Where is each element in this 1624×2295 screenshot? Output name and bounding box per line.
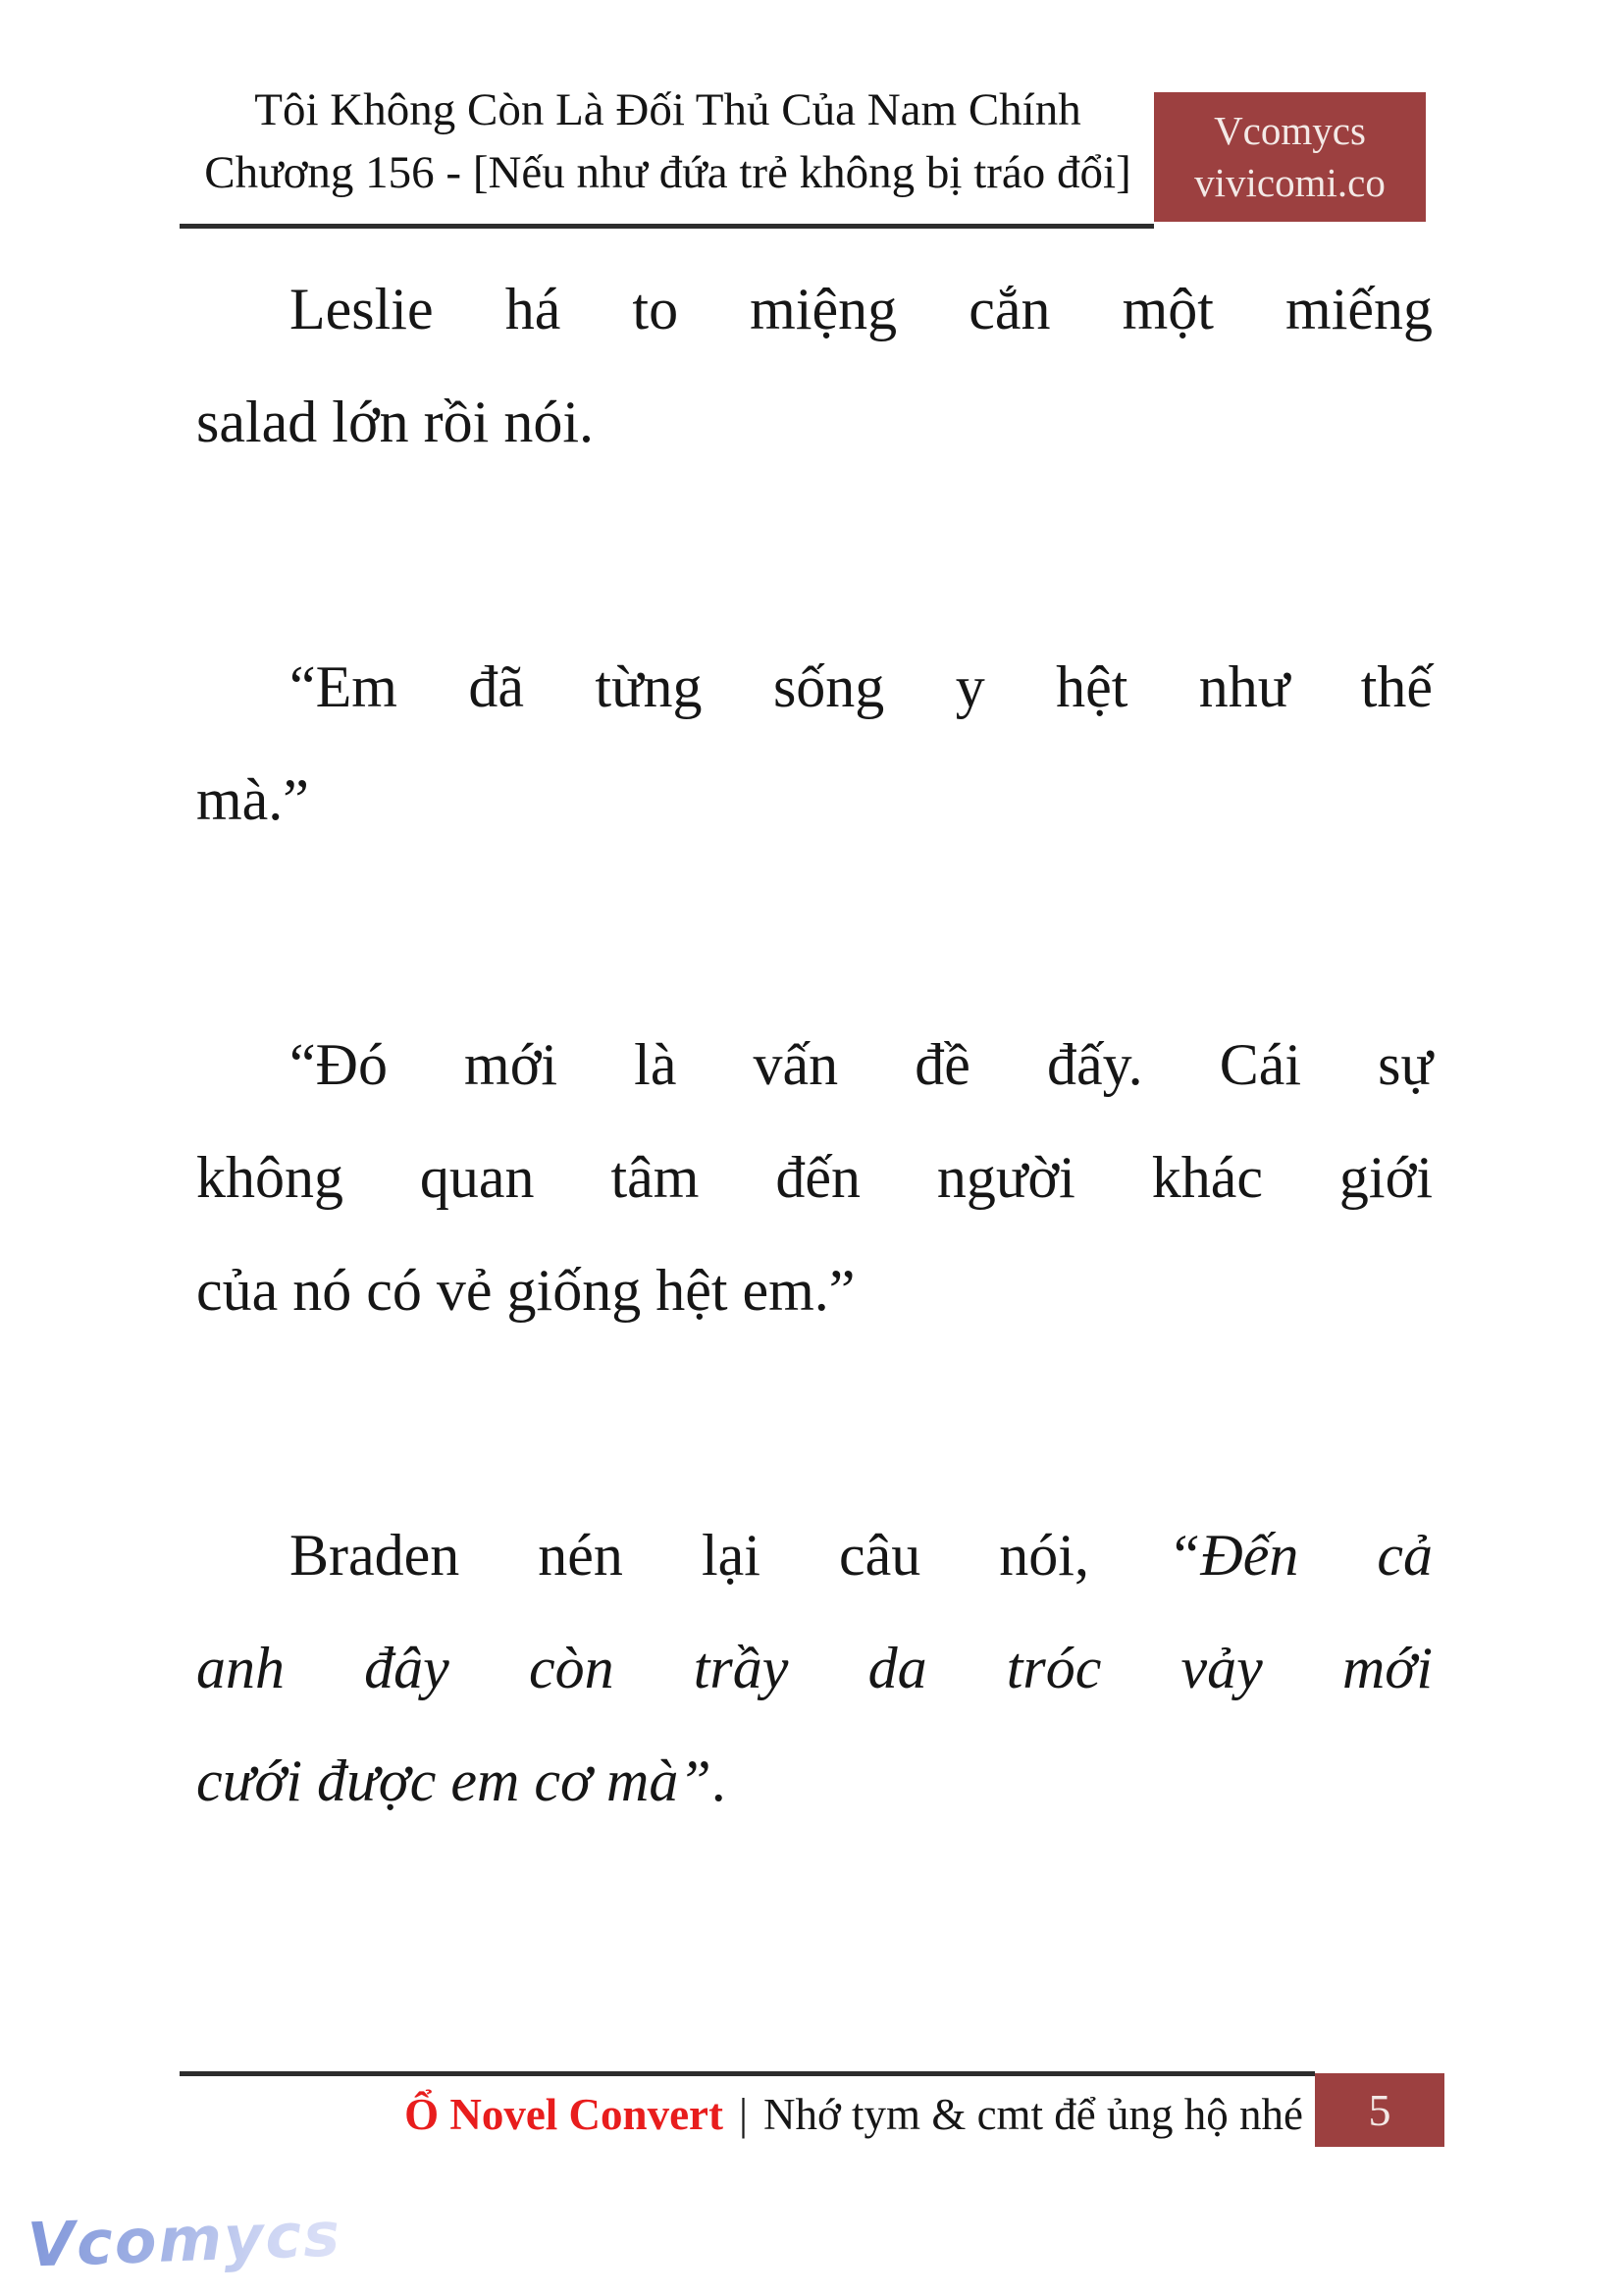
text-italic: cưới được em cơ mà”: [196, 1748, 711, 1813]
footer-brand: Ổ Novel Convert: [404, 2090, 723, 2139]
text-regular: .: [710, 1748, 726, 1813]
paragraph: [196, 631, 1433, 857]
page-footer: [180, 2084, 1303, 2145]
chapter-title: Chương 156 - [Nếu như đứa trẻ không bị tráo đổi]: [204, 147, 1131, 198]
novel-title: Tôi Không Còn Là Đối Thủ Của Nam Chính: [254, 84, 1081, 135]
brand-box: [1154, 92, 1426, 222]
text-line: “Em đã từng sống y hệt như thế: [289, 654, 1433, 719]
page-number-box: [1315, 2073, 1444, 2147]
text-line: của nó có vẻ giống hệt em.”: [196, 1258, 856, 1323]
footer-divider: [180, 2071, 1315, 2076]
text-line: Leslie há to miệng cắn một miếng: [289, 277, 1433, 341]
header-divider: [180, 224, 1154, 229]
page-body: [196, 253, 1433, 1990]
page-header: [182, 78, 1154, 204]
watermark-logo: Vcomycs: [26, 2198, 343, 2281]
text-italic: “Đến cả: [1168, 1523, 1433, 1588]
footer-message: Nhớ tym & cmt để ủng hộ nhé: [763, 2090, 1303, 2139]
paragraph: [196, 1009, 1433, 1347]
text-line: không quan tâm đến người khác giới: [196, 1145, 1433, 1210]
text-line: mà.”: [196, 767, 309, 832]
text-line: [196, 1725, 1433, 1838]
paragraph: [196, 1499, 1433, 1838]
page-number: 5: [1368, 2085, 1391, 2135]
paragraph: [196, 253, 1433, 479]
text-line: “Đó mới là vấn đề đấy. Cái sự: [289, 1032, 1433, 1097]
brand-site: vivicomi.co: [1194, 160, 1386, 205]
text-regular: Braden nén lại câu nói,: [289, 1523, 1089, 1588]
text-line: salad lớn rồi nói.: [196, 390, 594, 454]
brand-name: Vcomycs: [1214, 108, 1366, 153]
footer-separator: |: [739, 2090, 749, 2139]
text-line: anh đây còn trầy da tróc vảy mới: [196, 1636, 1433, 1700]
text-line: [196, 1499, 1433, 1612]
